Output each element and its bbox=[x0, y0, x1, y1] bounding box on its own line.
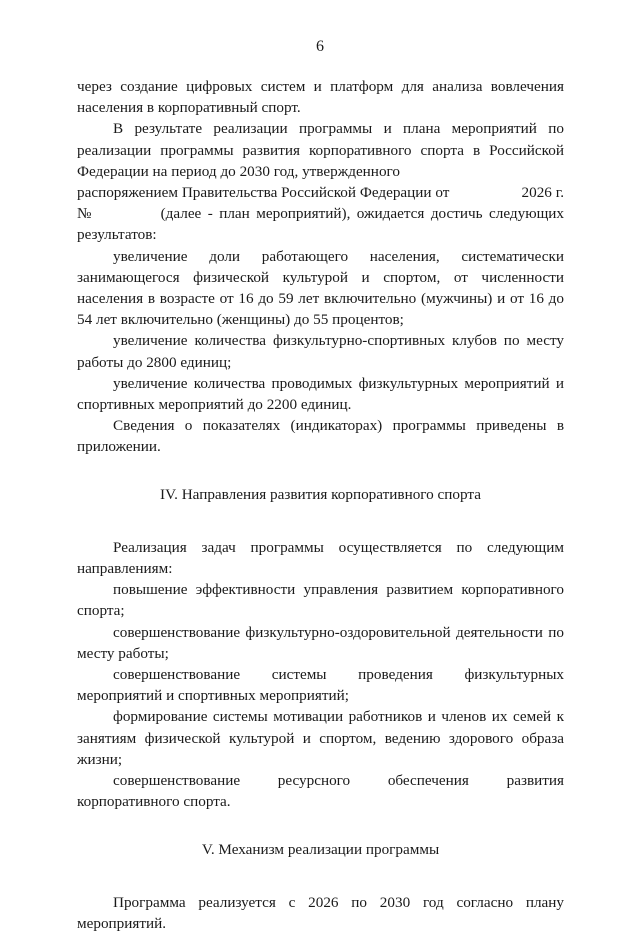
list-item-share-population: увеличение доли работающего населения, систематически занимающегося физической культурой и спортом, от численности населения в возрасте от 16 до 59 лет включительно (мужчины) и от 16 до 54 лет включительно (женщины) до 55 процентов; bbox=[77, 247, 564, 329]
paragraph-results-text: В результате реализации программы и плана мероприятий по реализации программы развития корпоративного спорта в Российской Федерации на период до 2030 год, утвержденного bbox=[77, 120, 564, 180]
order-year-text: 2026 г. bbox=[521, 184, 564, 202]
results-continuation-text: (далее - план мероприятий), ожидается достичь следующих результатов: bbox=[77, 205, 564, 244]
paragraph-continuation: через создание цифровых систем и платформ для анализа вовлечения населения в корпоративный спорт. bbox=[77, 78, 564, 117]
paragraph-program-period: Программа реализуется с 2026 по 2030 год согласно плану мероприятий. bbox=[77, 893, 564, 932]
order-number-sign: № bbox=[77, 205, 95, 223]
page-number: 6 bbox=[316, 38, 324, 55]
section-heading-directions: IV. Направления развития корпоративного спорта bbox=[160, 485, 481, 503]
list-item-motivation-system: формирование системы мотивации работников и членов их семей к занятиям физической культурой и спортом, ведению здорового образа жизни; bbox=[77, 708, 564, 768]
list-item-events-system: совершенствование системы проведения физкультурных мероприятий и спортивных мероприятий; bbox=[77, 666, 564, 705]
order-number-line bbox=[77, 203, 564, 245]
list-item-clubs-count: увеличение количества физкультурно-спортивных клубов по месту работы до 2800 единиц; bbox=[77, 332, 564, 371]
paragraph-indicators-reference: Сведения о показателях (индикаторах) программы приведены в приложении. bbox=[77, 417, 564, 456]
paragraph-directions-intro: Реализация задач программы осуществляется по следующим направлениям: bbox=[77, 538, 564, 578]
section-heading-mechanism: V. Механизм реализации программы bbox=[201, 840, 440, 858]
order-issuer-text: распоряжением Правительства Российской Федерации от bbox=[77, 184, 450, 202]
list-item-events-count: увеличение количества проводимых физкультурных мероприятий и спортивных мероприятий до 2200 единиц. bbox=[77, 374, 564, 414]
list-item-management-efficiency: повышение эффективности управления развитием корпоративного спорта; bbox=[77, 581, 564, 620]
list-item-workplace-activity: совершенствование физкультурно-оздоровительной деятельности по месту работы; bbox=[77, 623, 564, 662]
list-item-resource-support: совершенствование ресурсного обеспечения развития корпоративного спорта. bbox=[77, 772, 564, 811]
document-body bbox=[77, 76, 564, 934]
order-date-line bbox=[77, 182, 564, 203]
paragraph-results-intro bbox=[77, 118, 564, 182]
